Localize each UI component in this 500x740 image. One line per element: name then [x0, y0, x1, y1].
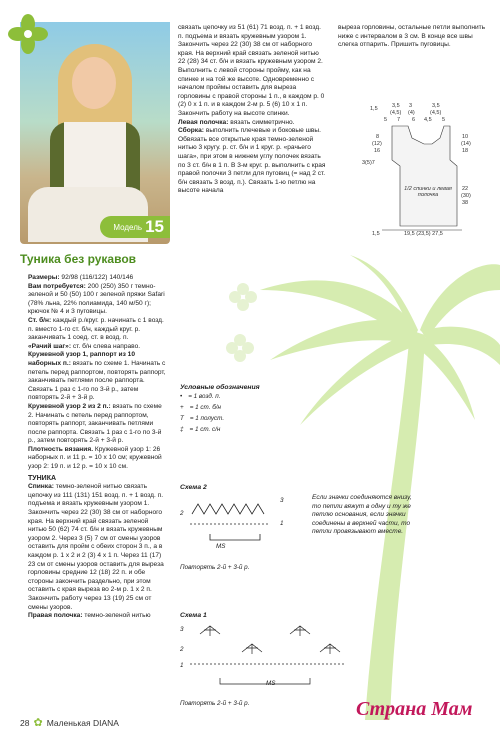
front-right-label: Правая полочка:: [28, 612, 83, 620]
top-sub-1: (4,5): [390, 110, 402, 116]
pattern2-text: вязать по схеме 2. Начинать с петель перед раппортом, повторять раппорт, заканчивать петлями после раппорта. Связать 1 раз с 1-го по 3-й р., затем повторять 2-й + 3-й р.: [28, 402, 162, 445]
right-num-2: (14): [461, 141, 471, 147]
pattern-diagram: [362, 98, 492, 238]
legend-text: = 1 полуст.: [189, 415, 225, 422]
pattern-bottom-left: 1,5: [372, 231, 380, 237]
top-label-1: 3,5: [392, 103, 400, 109]
scheme2-row-3: 3: [280, 497, 284, 504]
chain-symbol-icon: •: [180, 393, 183, 400]
magazine-name: Маленькая DIANA: [46, 717, 119, 728]
right-num-4: 22: [462, 186, 469, 192]
scheme2-ms: MS: [216, 543, 226, 550]
left-num-3: (12): [372, 141, 382, 147]
scheme1-title: Схема 1: [180, 612, 207, 619]
right-num-3: 18: [462, 148, 469, 154]
pattern1-text: вязать по схеме 1. Начинать с петель перед раппортом, повторять раппорт, заканчивать петлями после раппорта. Связать 1 раз с 1-го по 3-й р., затем повторять 2-й + 3-й р.: [28, 359, 166, 402]
scheme1-repeat: Повторять 2-й + 3-й р.: [180, 700, 250, 707]
scheme2-row-1: 1: [280, 520, 284, 527]
st-label: Ст. б/н:: [28, 316, 52, 324]
sizes-text: 92/98 (116/122) 140/146: [61, 274, 134, 281]
leaf-icon: ✿: [33, 717, 43, 729]
top-sub2-3: 6: [412, 117, 416, 123]
legend-text: = 1 возд. п.: [188, 393, 221, 400]
left-num-4: 16: [374, 148, 381, 154]
right-num-1: 10: [462, 134, 469, 140]
right-num-5: (30): [461, 193, 471, 199]
pattern-bottom-label: 19,5 (23,5) 27,5: [404, 231, 443, 237]
front-left-label: Левая полочка:: [178, 118, 229, 126]
page-footer: [20, 716, 119, 729]
density-text: Кружевной узор 1: 26 наборных п. и 11 р. = 10 х 10 см; кружевной узор 2: 19 п. и 12 р. = 10 х 10 см.: [28, 445, 162, 471]
front-left-text: вязать симметрично.: [230, 118, 295, 126]
rachiy-label: «Рачий шаг»:: [28, 342, 72, 350]
need-text: 200 (250) 350 г темно-зеленой и 50 (50) 100 г зеленой пряжи Safari (78% льна, 22% полиамида, 140 м/50 г); крючок № 4 и 3 пуговицы.: [28, 282, 165, 316]
dc-symbol-icon: ‡: [180, 426, 184, 433]
st-text: каждый р./круг. р. начинать с 1 возд. п. вместо 1-го ст. б/н, каждый круг. р. заканчивать 1 соед. ст. в возд. п.: [28, 316, 164, 342]
scheme2-row-2: 2: [180, 510, 184, 517]
model-number: 15: [145, 217, 164, 236]
model-label: Модель: [113, 222, 143, 232]
model-photo: [20, 22, 170, 244]
flower-logo-icon: [8, 14, 48, 54]
scheme1-ms: MS: [266, 680, 276, 687]
pattern2-label: Кружевной узор 2 из 2 п.:: [28, 402, 111, 410]
top-sub-3: (4,5): [430, 110, 442, 116]
scheme2-title: Схема 2: [180, 484, 207, 491]
sizes-label: Размеры:: [28, 274, 60, 281]
scheme1-chart: [180, 622, 350, 692]
right-num-6: 38: [462, 200, 469, 206]
sc-symbol-icon: +: [180, 404, 184, 411]
scheme1-row-1: 1: [180, 662, 184, 669]
left-num-2: 8: [376, 134, 380, 140]
scheme1-row-3: 3: [180, 626, 184, 633]
legend-text: = 1 ст. с/н: [189, 426, 221, 433]
left-num-5: 3(5)7: [362, 160, 375, 166]
hdc-symbol-icon: T: [180, 415, 184, 422]
top-sub2-4: 4,5: [424, 117, 432, 123]
top-label-2: 3: [409, 103, 413, 109]
top-label-3: 3,5: [432, 103, 440, 109]
page-title: Туника без рукавов: [20, 252, 137, 266]
top-sub2-2: 7: [397, 117, 401, 123]
middle-text: связать цепочку из 51 (61) 71 возд. п. + 1 возд. п. подъема и вязать кружевным узором 1. Закончить через 22 (30) 38 см от наборного края. На верхний край связать зеленой нитью 22 (28) 34 ст. б/н и вязать кружевным узором 2. Выполнить с левой стороны пройму, как на спинке и на той же высоте. Одновременно с началом проймы оставить для выреза горловины с правой стороны 1 п., в каждом р. 0 (2) 0 х 1 п. и в каждом 2-м р. 5 (6) 10 х 1 п. Закончить работу на высоте спинки.: [178, 24, 325, 117]
pattern-center-label: 1/2 спинки и левая полочка: [404, 186, 452, 198]
assembly-text: выполнить плечевые и боковые швы. Обвязать все открытые края темно-зеленой нитью 3 кругу. р. ст. б/н и 1 круг. р. «рачьего шага», при этом в нижнем углу полочек вязать по 3 ст. б/н в 1 п. В 3-м круг. р. выполнить с края правой полочки 3 петли для пуговиц (= над 2 ст. б/н связать 3 возд. п.). Связать 1-ю петлю на высоте начала: [178, 127, 326, 195]
rachiy-text: ст. б/н слева направо.: [72, 342, 141, 350]
left-column: [28, 274, 168, 621]
density-label: Плотность вязания.: [28, 445, 94, 453]
model-badge: [100, 216, 170, 238]
flower-decoration-icon: [228, 282, 258, 312]
back-text: темно-зеленой нитью связать цепочку из 111 (131) 151 возд. п. + 1 возд. п. подъема и вязать кружевным узором 1. Закончить через 22 (30) 38 см от наборного края. На верхний край связать зеленой нитью 50 (62) 74 ст. б/н и вязать кружевным узором 2. Через 3 (5) 7 см от смены узоров оставить для пройм с обеих сторон 3 п., а в каждом р. 1 х 2 и 2 (3) 4 х 1 п. Через 11 (17) 23 см от смены узоров оставить для выреза горловины средние 12 (18) 22 п. и обе стороны закончить раздельно, при этом оставить с края выреза во 2-м р. 1 х 2 п. Закончить работу через 13 (19) 25 см от смены узоров.: [28, 483, 164, 611]
watermark: Страна Мам: [356, 698, 473, 720]
scheme2-repeat: Повторять 2-й + 3-й р.: [180, 564, 250, 571]
middle-column: [178, 24, 328, 196]
left-num-1: 1,5: [370, 106, 378, 112]
tunic-heading: ТУНИКА: [28, 474, 57, 482]
legend-item: [180, 413, 300, 424]
face-shape: [72, 57, 116, 109]
assembly-label: Сборка:: [178, 127, 204, 135]
back-label: Спинка:: [28, 483, 54, 491]
front-right-text: темно-зеленой нитью: [84, 612, 151, 620]
scheme1-row-2: 2: [180, 646, 184, 653]
legend: [180, 384, 300, 435]
top-sub-2: (4): [408, 110, 415, 116]
pattern1-label: Кружевной узор 1, раппорт из 10 наборных п.:: [28, 351, 136, 367]
legend-item: [180, 424, 300, 435]
legend-title: Условные обозначения: [180, 384, 260, 391]
legend-item: [180, 402, 300, 413]
legend-text: = 1 ст. б/н: [189, 404, 221, 411]
top-sub2-1: 5: [384, 117, 388, 123]
top-sub2-5: 5: [442, 117, 446, 123]
right-column: выреза горловины, остальные петли выполнить ниже с интервалом в 3 см. В конце все швы слегка отпарить. Пришить пуговицы.: [338, 24, 486, 49]
legend-item: [180, 391, 300, 402]
scheme-note: Если значки соединяются внизу, то петли вяжут в одну и ту же петлю основания, если значки соединены в верхней части, то петли провязывают вместе.: [312, 494, 412, 535]
need-label: Вам потребуется:: [28, 282, 86, 290]
page-number: 28: [20, 717, 30, 728]
flower-decoration-icon: [225, 333, 255, 363]
